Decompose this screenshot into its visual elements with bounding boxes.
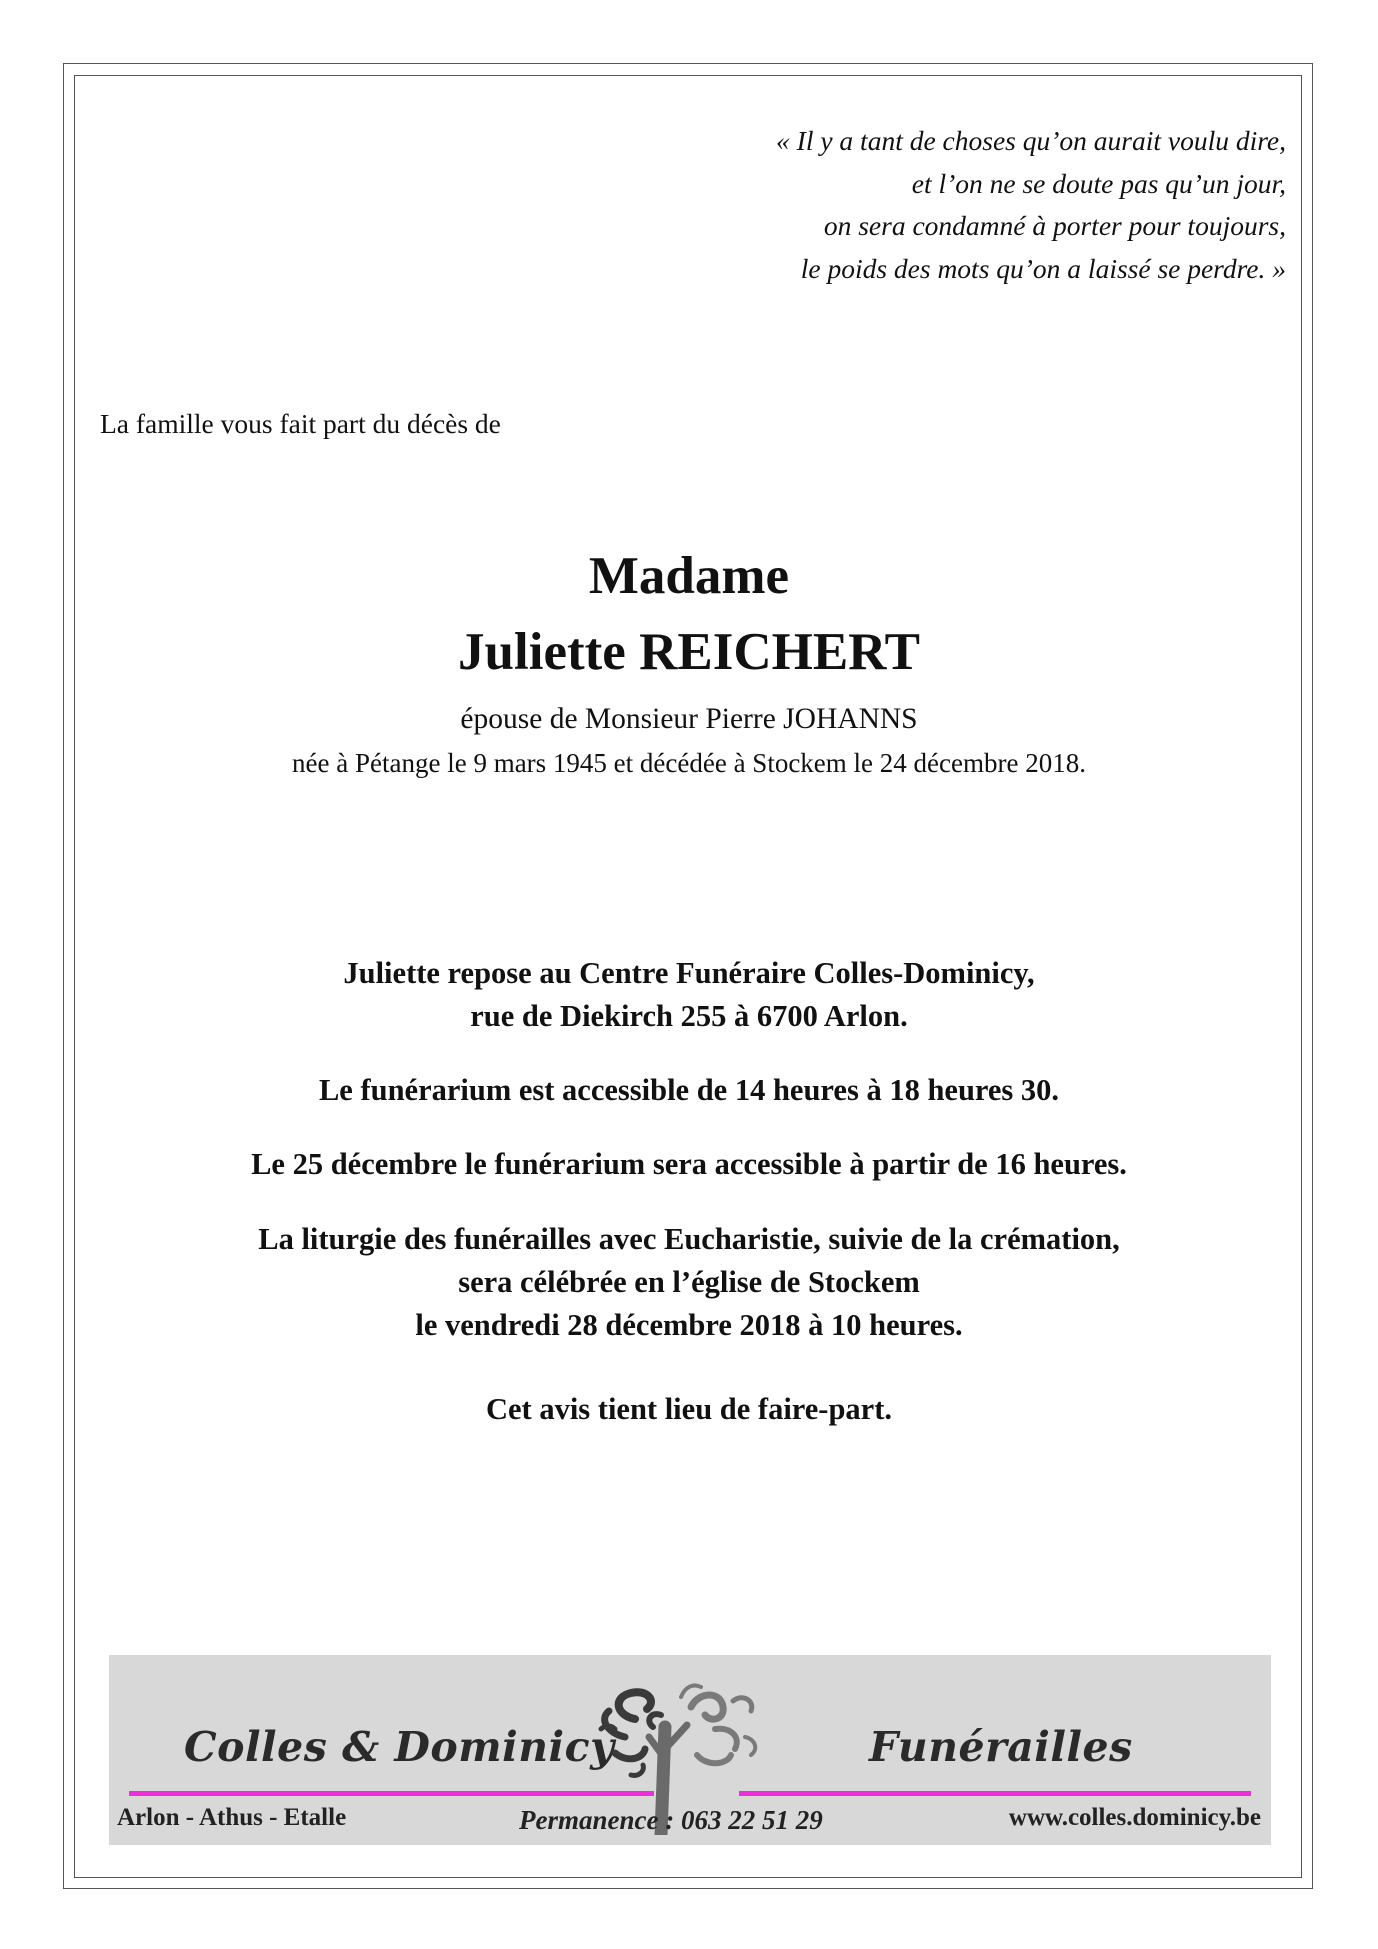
quote-line: le poids des mots qu’on a laissé se perdre. » <box>800 252 1286 284</box>
honorific: Madame <box>588 547 790 605</box>
christmas-hours: Le 25 décembre le funérarium sera accessible à partir de 16 heures. <box>251 1147 1127 1181</box>
accent-line-right <box>739 1791 1251 1796</box>
liturgy-line: sera célébrée en l’église de Stockem <box>458 1265 920 1299</box>
deceased-name: Juliette REICHERT <box>458 623 920 681</box>
locations: Arlon - Athus - Etalle <box>117 1804 347 1831</box>
notice-line: Cet avis tient lieu de faire-part. <box>485 1392 893 1426</box>
liturgy-line: le vendredi 28 décembre 2018 à 10 heures. <box>415 1308 963 1342</box>
quote-line: et l’on ne se doute pas qu’un jour, <box>911 167 1286 199</box>
phone-permanence: Permanence : 063 22 51 29 <box>519 1805 823 1835</box>
liturgy-block <box>0 1218 1378 1347</box>
address-line: rue de Diekirch 255 à 6700 Arlon. <box>470 999 908 1033</box>
intro-text: La famille vous fait part du décès de <box>100 408 501 439</box>
repose-block <box>0 952 1378 1038</box>
opening-hours: Le funérarium est accessible de 14 heures à 18 heures 30. <box>318 1073 1060 1107</box>
liturgy-line: La liturgie des funérailles avec Eucharistie, suivie de la crémation, <box>258 1222 1120 1256</box>
epigraph-quote <box>776 120 1286 290</box>
accent-line-left <box>129 1791 654 1796</box>
brand-tagline: Funérailles <box>869 1723 1133 1771</box>
website-link[interactable]: www.colles.dominicy.be <box>1008 1804 1261 1831</box>
spouse-line: épouse de Monsieur Pierre JOHANNS <box>460 703 918 735</box>
funeral-home-banner <box>109 1655 1271 1845</box>
quote-line: « Il y a tant de choses qu’on aurait voulu dire, <box>776 125 1286 156</box>
repose-line: Juliette repose au Centre Funéraire Colles-Dominicy, <box>343 956 1035 990</box>
brand-name: Colles & Dominicy <box>184 1723 615 1771</box>
birth-death-line: née à Pétange le 9 mars 1945 et décédée à Stockem le 24 décembre 2018. <box>292 748 1086 778</box>
quote-line: on sera condamné à porter pour toujours, <box>823 210 1286 241</box>
